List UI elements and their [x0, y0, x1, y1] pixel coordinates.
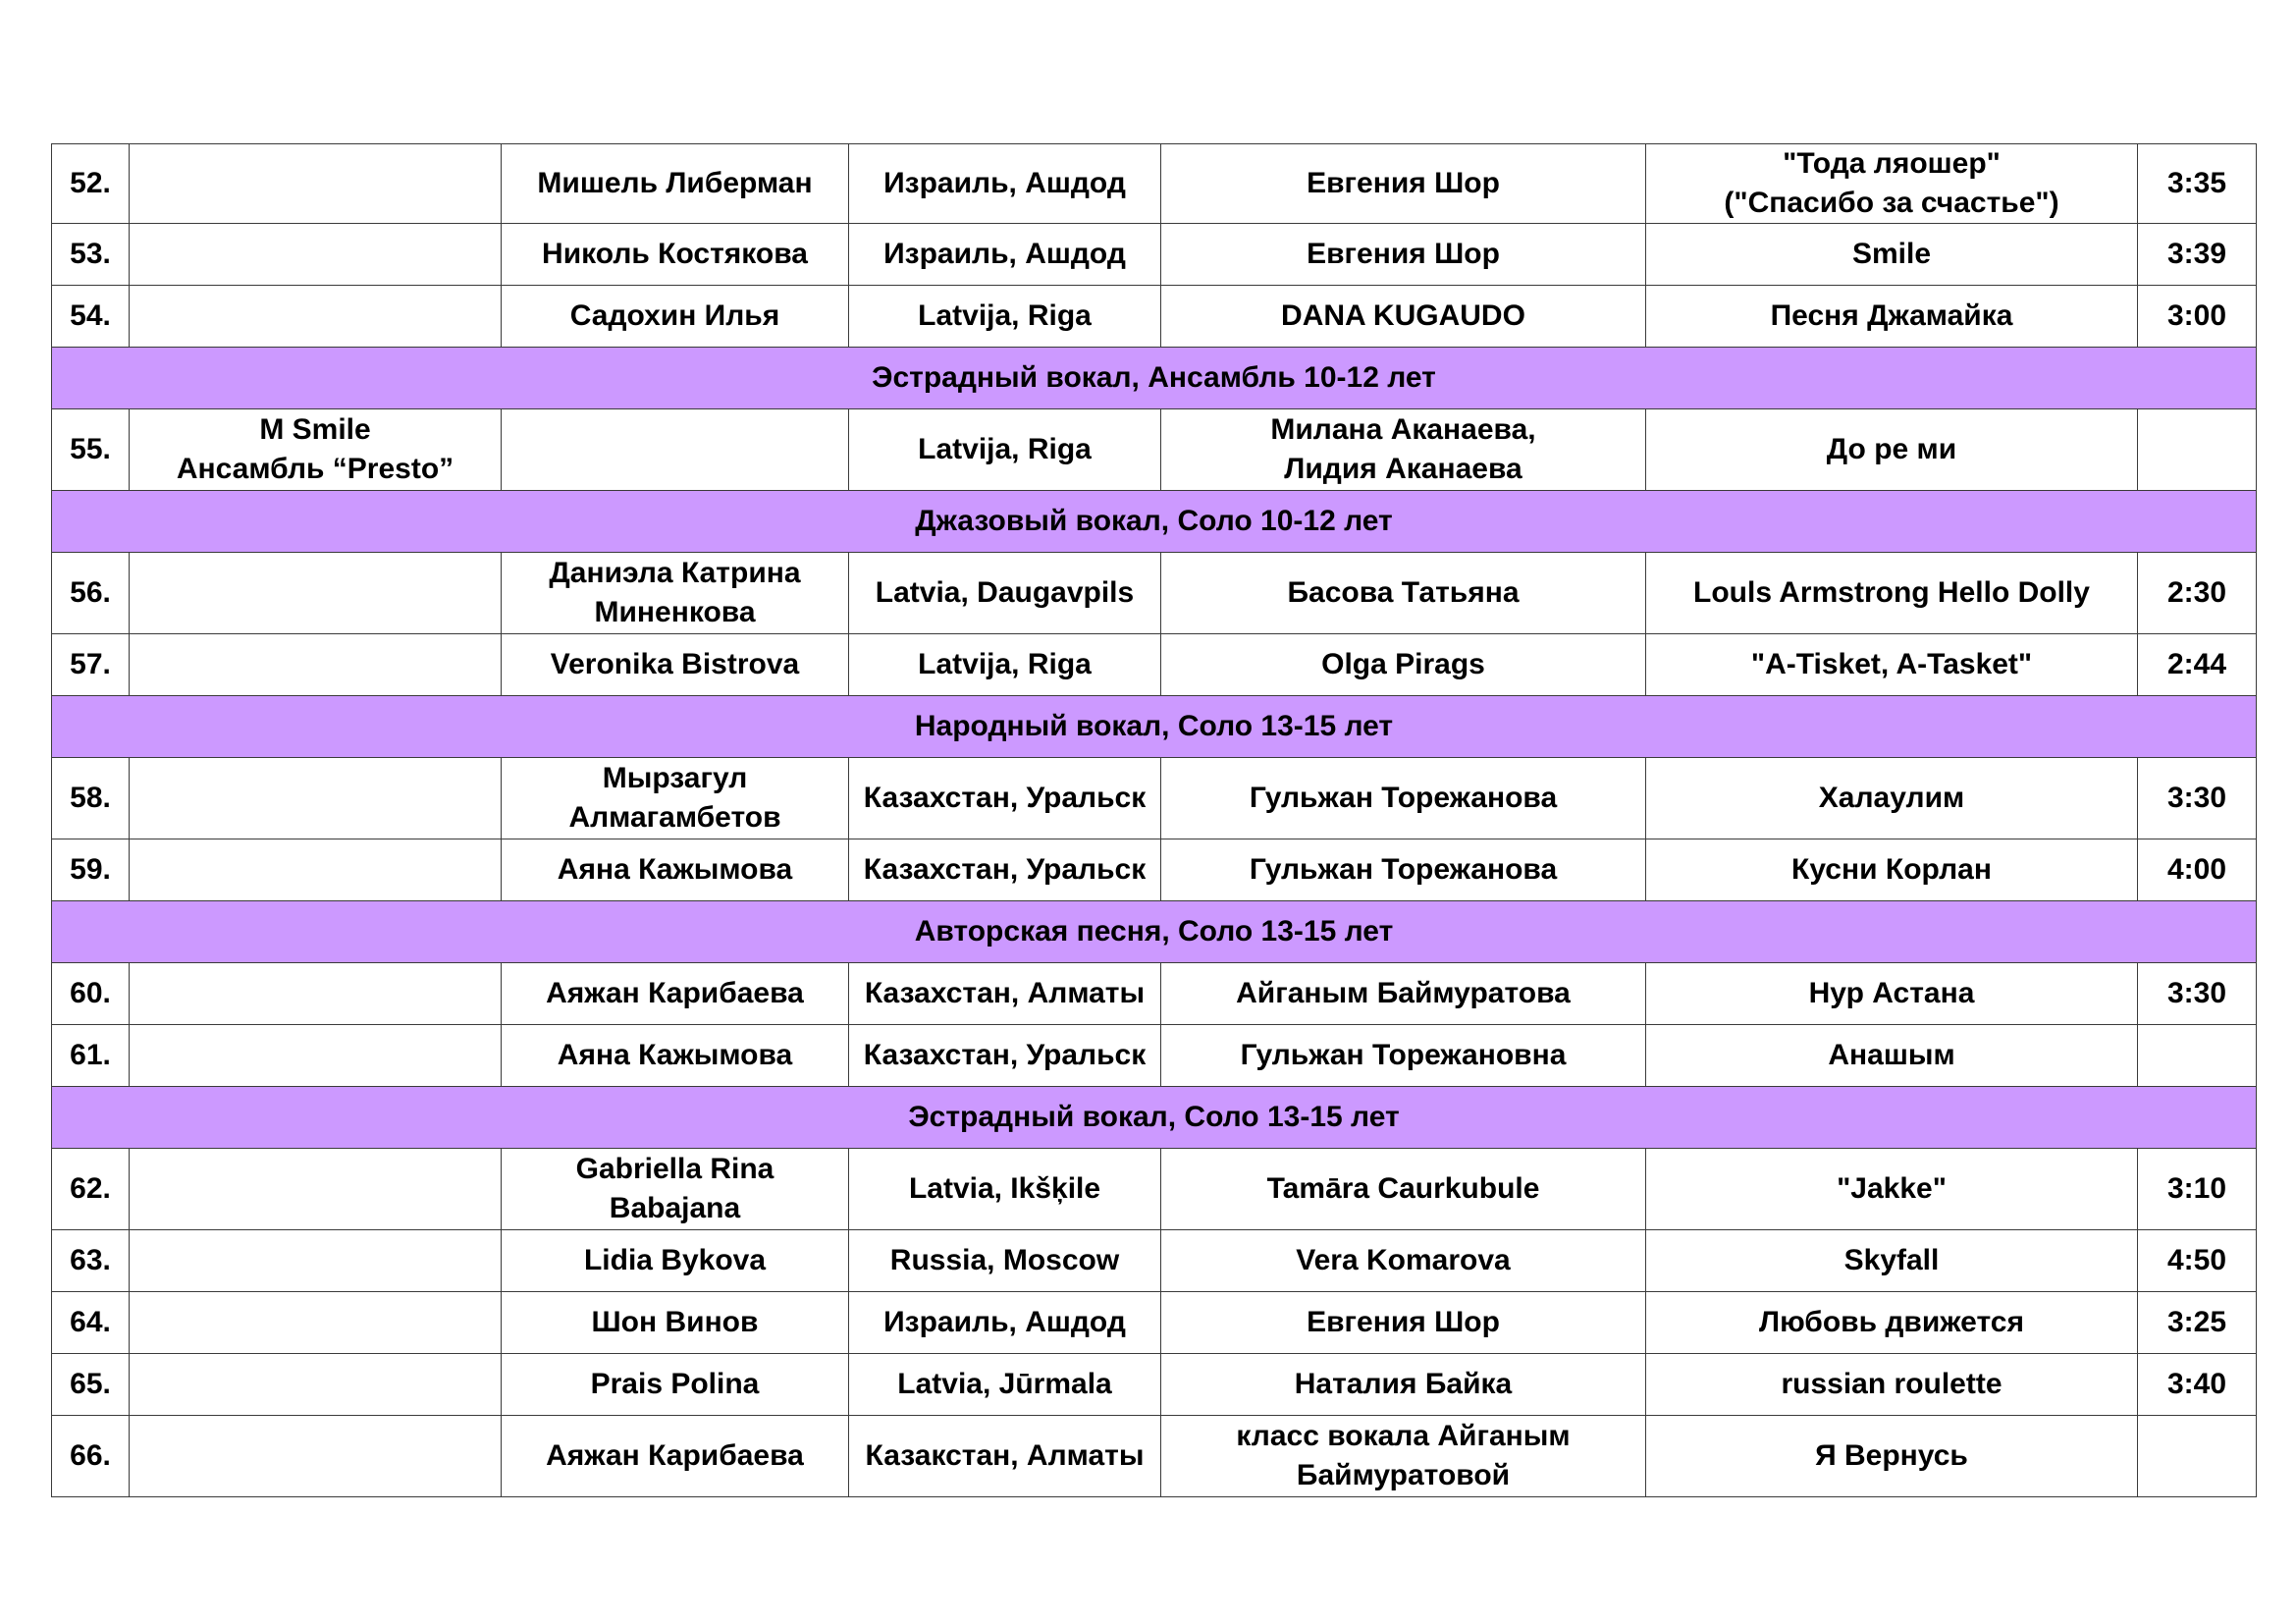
teacher-name: [1161, 286, 1646, 348]
table-row: [52, 409, 2257, 491]
participant-name: [502, 553, 849, 634]
participant-name: [502, 409, 849, 491]
table-row: [52, 1025, 2257, 1087]
table-row: [52, 1354, 2257, 1416]
entry-number: 55.: [52, 409, 130, 491]
song-title-line: Любовь движется: [1759, 1306, 2024, 1338]
duration: 3:30: [2138, 758, 2257, 839]
participant-name: [502, 1416, 849, 1497]
participant-name: [502, 963, 849, 1025]
song-title-line: До ре ми: [1826, 433, 1957, 465]
song-title-line: russian roulette: [1781, 1368, 2002, 1400]
entry-number: 62.: [52, 1149, 130, 1230]
teacher-name: [1161, 839, 1646, 901]
participant-name-line: Gabriella Rina: [575, 1153, 774, 1185]
teacher-name-line: Баймуратовой: [1296, 1459, 1511, 1491]
duration: 2:30: [2138, 553, 2257, 634]
group-name: [130, 224, 502, 286]
song-title: [1646, 553, 2138, 634]
teacher-name-line: Милана Аканаева,: [1270, 413, 1536, 446]
group-name: [130, 1292, 502, 1354]
category-label: Джазовый вокал, Соло 10-12 лет: [52, 491, 2257, 553]
song-title: [1646, 1354, 2138, 1416]
table-row: [52, 758, 2257, 839]
teacher-name-line: Vera Komarova: [1296, 1244, 1511, 1276]
participant-name-line: Николь Костякова: [542, 238, 808, 270]
table-row: [52, 1149, 2257, 1230]
participant-name-line: Аяна Кажымова: [557, 853, 793, 886]
group-name: [130, 409, 502, 491]
teacher-name-line: Гульжан Торежанова: [1249, 782, 1558, 814]
teacher-name: [1161, 1149, 1646, 1230]
entry-number: 65.: [52, 1354, 130, 1416]
category-row: [52, 1087, 2257, 1149]
group-name: [130, 1416, 502, 1497]
teacher-name: [1161, 1354, 1646, 1416]
group-name: [130, 963, 502, 1025]
song-title-line: Нур Астана: [1808, 977, 1975, 1009]
table-row: [52, 1230, 2257, 1292]
category-row: [52, 348, 2257, 409]
teacher-name: [1161, 963, 1646, 1025]
participant-name-line: Мишель Либерман: [537, 167, 813, 199]
table-row: [52, 839, 2257, 901]
category-row: [52, 901, 2257, 963]
location: Израиль, Ашдод: [849, 1292, 1161, 1354]
table-row: [52, 224, 2257, 286]
duration: 3:40: [2138, 1354, 2257, 1416]
duration: 3:30: [2138, 963, 2257, 1025]
entry-number: 52.: [52, 144, 130, 224]
participant-name: [502, 1025, 849, 1087]
participant-name: [502, 144, 849, 224]
teacher-name: [1161, 1230, 1646, 1292]
category-row: [52, 491, 2257, 553]
song-title-line: Кусни Корлан: [1791, 853, 1992, 886]
duration: [2138, 1025, 2257, 1087]
song-title-line: Skyfall: [1843, 1244, 1940, 1276]
entry-number: 56.: [52, 553, 130, 634]
teacher-name-line: Евгения Шор: [1307, 167, 1500, 199]
teacher-name-line: Айганым Баймуратова: [1236, 977, 1571, 1009]
teacher-name-line: DANA KUGAUDO: [1281, 299, 1525, 332]
group-name: [130, 144, 502, 224]
location: Latvia, Ikšķile: [849, 1149, 1161, 1230]
participant-name-line: Миненкова: [594, 596, 756, 628]
teacher-name-line: Гульжан Торежанова: [1249, 853, 1558, 886]
teacher-name: [1161, 1292, 1646, 1354]
duration: 4:50: [2138, 1230, 2257, 1292]
teacher-name-line: Olga Pirags: [1321, 648, 1485, 680]
program-sheet: [51, 143, 2256, 1497]
table-row: [52, 1416, 2257, 1497]
program-table-body: [52, 144, 2257, 1497]
participant-name-line: Veronika Bistrova: [550, 648, 800, 680]
category-label: Авторская песня, Соло 13-15 лет: [52, 901, 2257, 963]
teacher-name-line: Басова Татьяна: [1287, 576, 1520, 609]
table-row: [52, 144, 2257, 224]
participant-name-line: Мырзагул: [602, 762, 748, 794]
duration: 3:00: [2138, 286, 2257, 348]
duration: 3:25: [2138, 1292, 2257, 1354]
group-name-line: Ансамбль “Presto”: [176, 453, 454, 485]
location: Казахстан, Уральск: [849, 839, 1161, 901]
entry-number: 64.: [52, 1292, 130, 1354]
participant-name-line: Даниэла Катрина: [549, 557, 801, 589]
table-row: [52, 963, 2257, 1025]
teacher-name: [1161, 634, 1646, 696]
participant-name-line: Шон Винов: [591, 1306, 759, 1338]
participant-name-line: Алмагамбетов: [568, 801, 781, 834]
location: Latvija, Riga: [849, 409, 1161, 491]
category-label: Народный вокал, Соло 13-15 лет: [52, 696, 2257, 758]
song-title-line: "Тода ляошер": [1783, 147, 2001, 180]
category-label: Эстрадный вокал, Ансамбль 10-12 лет: [52, 348, 2257, 409]
song-title: [1646, 963, 2138, 1025]
location: Latvia, Jūrmala: [849, 1354, 1161, 1416]
duration: 3:10: [2138, 1149, 2257, 1230]
participant-name-line: Babajana: [609, 1192, 741, 1224]
teacher-name-line: Евгения Шор: [1307, 238, 1500, 270]
location: Latvija, Riga: [849, 634, 1161, 696]
teacher-name: [1161, 144, 1646, 224]
location: Казахстан, Алматы: [849, 963, 1161, 1025]
teacher-name: [1161, 1416, 1646, 1497]
group-name-line: M Smile: [259, 413, 371, 446]
song-title: [1646, 1149, 2138, 1230]
table-row: [52, 286, 2257, 348]
participant-name-line: Аяна Кажымова: [557, 1039, 793, 1071]
group-name: [130, 634, 502, 696]
group-name: [130, 286, 502, 348]
duration: 3:35: [2138, 144, 2257, 224]
participant-name: [502, 1292, 849, 1354]
entry-number: 60.: [52, 963, 130, 1025]
group-name: [130, 1354, 502, 1416]
teacher-name: [1161, 758, 1646, 839]
participant-name: [502, 1354, 849, 1416]
category-label: Эстрадный вокал, Соло 13-15 лет: [52, 1087, 2257, 1149]
entry-number: 61.: [52, 1025, 130, 1087]
group-name: [130, 839, 502, 901]
table-row: [52, 1292, 2257, 1354]
song-title: [1646, 286, 2138, 348]
song-title-line: ("Спасибо за счастье"): [1724, 187, 2059, 219]
teacher-name-line: Tamāra Caurkubule: [1266, 1172, 1540, 1205]
program-table: [51, 143, 2257, 1497]
group-name: [130, 758, 502, 839]
participant-name-line: Аяжан Карибаева: [546, 977, 804, 1009]
song-title-line: Louls Armstrong Hello Dolly: [1693, 576, 2090, 609]
song-title: [1646, 1025, 2138, 1087]
teacher-name-line: Евгения Шор: [1307, 1306, 1500, 1338]
group-name: [130, 1230, 502, 1292]
duration: 4:00: [2138, 839, 2257, 901]
entry-number: 57.: [52, 634, 130, 696]
duration: 2:44: [2138, 634, 2257, 696]
entry-number: 59.: [52, 839, 130, 901]
participant-name: [502, 839, 849, 901]
song-title: [1646, 224, 2138, 286]
teacher-name-line: класс вокала Айганым: [1236, 1420, 1571, 1452]
location: Russia, Moscow: [849, 1230, 1161, 1292]
entry-number: 58.: [52, 758, 130, 839]
participant-name: [502, 1149, 849, 1230]
song-title-line: Я Вернусь: [1815, 1439, 1968, 1472]
group-name: [130, 1025, 502, 1087]
song-title-line: Smile: [1851, 238, 1932, 270]
location: Latvija, Riga: [849, 286, 1161, 348]
teacher-name-line: Гульжан Торежановна: [1240, 1039, 1567, 1071]
participant-name: [502, 1230, 849, 1292]
location: Казахстан, Уральск: [849, 758, 1161, 839]
location: Израиль, Ашдод: [849, 144, 1161, 224]
participant-name: [502, 286, 849, 348]
location: Казахстан, Уральск: [849, 1025, 1161, 1087]
song-title-line: Песня Джамайка: [1770, 299, 2013, 332]
entry-number: 66.: [52, 1416, 130, 1497]
entry-number: 53.: [52, 224, 130, 286]
participant-name: [502, 758, 849, 839]
category-row: [52, 696, 2257, 758]
song-title-line: Анашым: [1828, 1039, 1955, 1071]
participant-name: [502, 634, 849, 696]
group-name: [130, 553, 502, 634]
participant-name-line: Садохин Илья: [569, 299, 780, 332]
song-title: [1646, 1292, 2138, 1354]
entry-number: 54.: [52, 286, 130, 348]
location: Израиль, Ашдод: [849, 224, 1161, 286]
song-title: [1646, 839, 2138, 901]
entry-number: 63.: [52, 1230, 130, 1292]
duration: 3:39: [2138, 224, 2257, 286]
teacher-name-line: Лидия Аканаева: [1284, 453, 1522, 485]
participant-name-line: Аяжан Карибаева: [546, 1439, 804, 1472]
participant-name-line: Lidia Bykova: [583, 1244, 767, 1276]
song-title: [1646, 144, 2138, 224]
duration: [2138, 1416, 2257, 1497]
table-row: [52, 553, 2257, 634]
teacher-name: [1161, 409, 1646, 491]
song-title: [1646, 1416, 2138, 1497]
song-title: [1646, 1230, 2138, 1292]
group-name: [130, 1149, 502, 1230]
song-title-line: "A-Tisket, A-Tasket": [1750, 648, 2033, 680]
teacher-name: [1161, 224, 1646, 286]
table-row: [52, 634, 2257, 696]
song-title-line: Халаулим: [1818, 782, 1965, 814]
location: Latvia, Daugavpils: [849, 553, 1161, 634]
teacher-name: [1161, 1025, 1646, 1087]
song-title-line: "Jakke": [1837, 1172, 1947, 1205]
location: Казакстан, Алматы: [849, 1416, 1161, 1497]
participant-name-line: Prais Polina: [590, 1368, 760, 1400]
duration: [2138, 409, 2257, 491]
song-title: [1646, 409, 2138, 491]
teacher-name: [1161, 553, 1646, 634]
song-title: [1646, 758, 2138, 839]
teacher-name-line: Наталия Байка: [1294, 1368, 1513, 1400]
song-title: [1646, 634, 2138, 696]
participant-name: [502, 224, 849, 286]
